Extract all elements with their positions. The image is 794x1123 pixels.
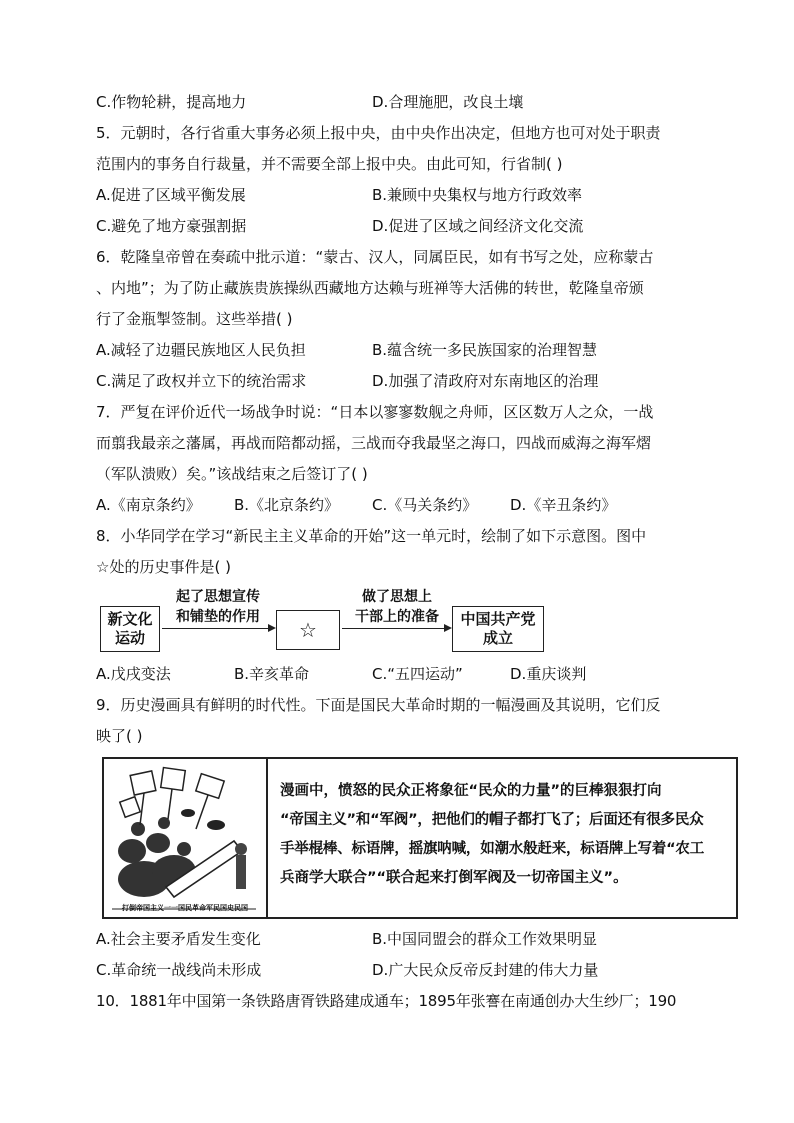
q7-option-a[interactable]: A.《南京条约》 bbox=[96, 496, 201, 514]
q4-options-cd bbox=[96, 92, 706, 112]
flow-arrow-2 bbox=[342, 628, 450, 629]
q6-option-a[interactable]: A.减轻了边疆民族地区人民负担 bbox=[96, 341, 306, 359]
q9-options-ab bbox=[96, 929, 706, 949]
q7-options bbox=[96, 495, 706, 515]
q5-stem-line: 5．元朝时，各行省重大事务必须上报中央，由中央作出决定，但地方也可对处于职责 bbox=[96, 124, 661, 142]
q5-option-c[interactable]: C.避免了地方豪强割据 bbox=[96, 217, 247, 235]
flow-box-star bbox=[276, 610, 340, 650]
q6-stem-line: 6．乾隆皇帝曾在奏疏中批示道：“蒙古、汉人，同属臣民，如有书写之处，应称蒙古 bbox=[96, 248, 654, 266]
q5-stem-line: 范围内的事务自行裁量，并不需要全部上报中央。由此可知，行省制( ) bbox=[96, 155, 563, 173]
q6-option-b[interactable]: B.蕴含统一多民族国家的治理智慧 bbox=[372, 341, 598, 359]
cartoon-desc-line: 兵商学大联合”“联合起来打倒军阀及一切帝国主义”。 bbox=[280, 870, 628, 886]
flow-box-text: 中国共产党 bbox=[460, 610, 536, 628]
q9-option-d[interactable]: D.广大民众反帝反封建的伟大力量 bbox=[372, 961, 599, 979]
cartoon-illustration-icon bbox=[104, 759, 264, 917]
q4-option-d[interactable]: D.合理施肥，改良土壤 bbox=[372, 93, 524, 111]
flow-label-2b bbox=[342, 608, 452, 626]
flow-label-1 bbox=[162, 588, 274, 606]
flow-box-text: 成立 bbox=[482, 629, 513, 647]
flow-label-text: 和铺垫的作用 bbox=[176, 609, 260, 625]
q6-option-c[interactable]: C.满足了政权并立下的统治需求 bbox=[96, 372, 307, 390]
exam-page bbox=[96, 92, 706, 1022]
q5-options-cd bbox=[96, 216, 706, 236]
q8-option-a[interactable]: A.戊戌变法 bbox=[96, 665, 171, 683]
q8-option-b[interactable]: B.辛亥革命 bbox=[234, 665, 310, 683]
cartoon-desc-line: 手举棍棒、标语牌，摇旗呐喊，如潮水般赶来，标语牌上写着“农工 bbox=[280, 841, 705, 857]
q8-stem-line: 8．小华同学在学习“新民主主义革命的开始”这一单元时，绘制了如下示意图。图中 bbox=[96, 527, 647, 545]
cartoon-caption: 打倒帝国主义一一国民革命军民国史民国 bbox=[122, 904, 248, 912]
q5-option-d[interactable]: D.促进了区域之间经济文化交流 bbox=[372, 217, 584, 235]
q7-option-b[interactable]: B.《北京条约》 bbox=[234, 496, 340, 514]
q4-option-c[interactable]: C.作物轮耕，提高地力 bbox=[96, 93, 247, 111]
flow-label-text: 做了思想上 bbox=[362, 589, 432, 605]
q7-option-d[interactable]: D.《辛丑条约》 bbox=[510, 496, 617, 514]
flow-label-2 bbox=[342, 588, 452, 606]
q7-stem-line: 而翦我最亲之藩属，再战而陪都动摇，三战而夺我最坚之海口，四战而威海之海军熠 bbox=[96, 434, 652, 452]
q8-option-c[interactable]: C.“五四运动” bbox=[372, 665, 463, 683]
q9-option-b[interactable]: B.中国同盟会的群众工作效果明显 bbox=[372, 930, 598, 948]
q8-option-d[interactable]: D.重庆谈判 bbox=[510, 665, 587, 683]
q7-option-c[interactable]: C.《马关条约》 bbox=[372, 496, 478, 514]
flow-label-text: 干部上的准备 bbox=[355, 609, 439, 625]
flow-label-text: 起了思想宣传 bbox=[176, 589, 260, 605]
q8-stem-line: ☆处的历史事件是( ) bbox=[96, 558, 231, 576]
star-icon: ☆ bbox=[299, 617, 317, 642]
q6-options-cd bbox=[96, 371, 706, 391]
q9-option-a[interactable]: A.社会主要矛盾发生变化 bbox=[96, 930, 261, 948]
q7-stem-line: 7．严复在评价近代一场战争时说：“日本以寥寥数舰之舟师，区区数万人之众，一战 bbox=[96, 403, 654, 421]
q6-option-d[interactable]: D.加强了清政府对东南地区的治理 bbox=[372, 372, 599, 390]
q7-stem-line: （军队溃败）矣。”该战结束之后签订了( ) bbox=[96, 465, 368, 483]
q5-option-a[interactable]: A.促进了区域平衡发展 bbox=[96, 186, 246, 204]
flow-box-new-culture bbox=[100, 606, 160, 652]
q10-stem-line: 10．1881年中国第一条铁路唐胥铁路建成通车；1895年张謇在南通创办大生纱厂；190 bbox=[96, 992, 677, 1010]
q9-stem-line: 9．历史漫画具有鲜明的时代性。下面是国民大革命时期的一幅漫画及其说明，它们反 bbox=[96, 696, 661, 714]
flow-box-text: 运动 bbox=[114, 629, 145, 647]
flow-box-text: 新文化 bbox=[107, 610, 153, 628]
q9-stem-line: 映了( ) bbox=[96, 727, 143, 745]
q6-stem-line: 、内地”；为了防止藏族贵族操纵西藏地方达赖与班禅等大活佛的转世，乾隆皇帝颁 bbox=[96, 279, 644, 297]
q9-option-c[interactable]: C.革命统一战线尚未形成 bbox=[96, 961, 262, 979]
q6-stem-line: 行了金瓶掣签制。这些举措( ) bbox=[96, 310, 293, 328]
q8-options bbox=[96, 664, 706, 684]
flow-arrow-1 bbox=[162, 628, 274, 629]
flow-label-1b bbox=[162, 608, 274, 626]
q5-option-b[interactable]: B.兼顾中央集权与地方行政效率 bbox=[372, 186, 583, 204]
cartoon-desc-line: 漫画中，愤怒的民众正将象征“民众的力量”的巨棒狠狠打向 bbox=[280, 783, 662, 799]
flow-box-cpc-founding bbox=[452, 606, 544, 652]
q8-flow-diagram bbox=[96, 588, 706, 654]
q9-options-cd bbox=[96, 960, 706, 980]
cartoon-desc-line: “帝国主义”和“军阀”，把他们的帽子都打飞了；后面还有很多民众 bbox=[280, 812, 704, 828]
q9-cartoon-panel bbox=[102, 757, 738, 919]
q6-options-ab bbox=[96, 340, 706, 360]
cartoon-image bbox=[104, 759, 268, 917]
cartoon-description bbox=[280, 777, 724, 893]
q5-options-ab bbox=[96, 185, 706, 205]
